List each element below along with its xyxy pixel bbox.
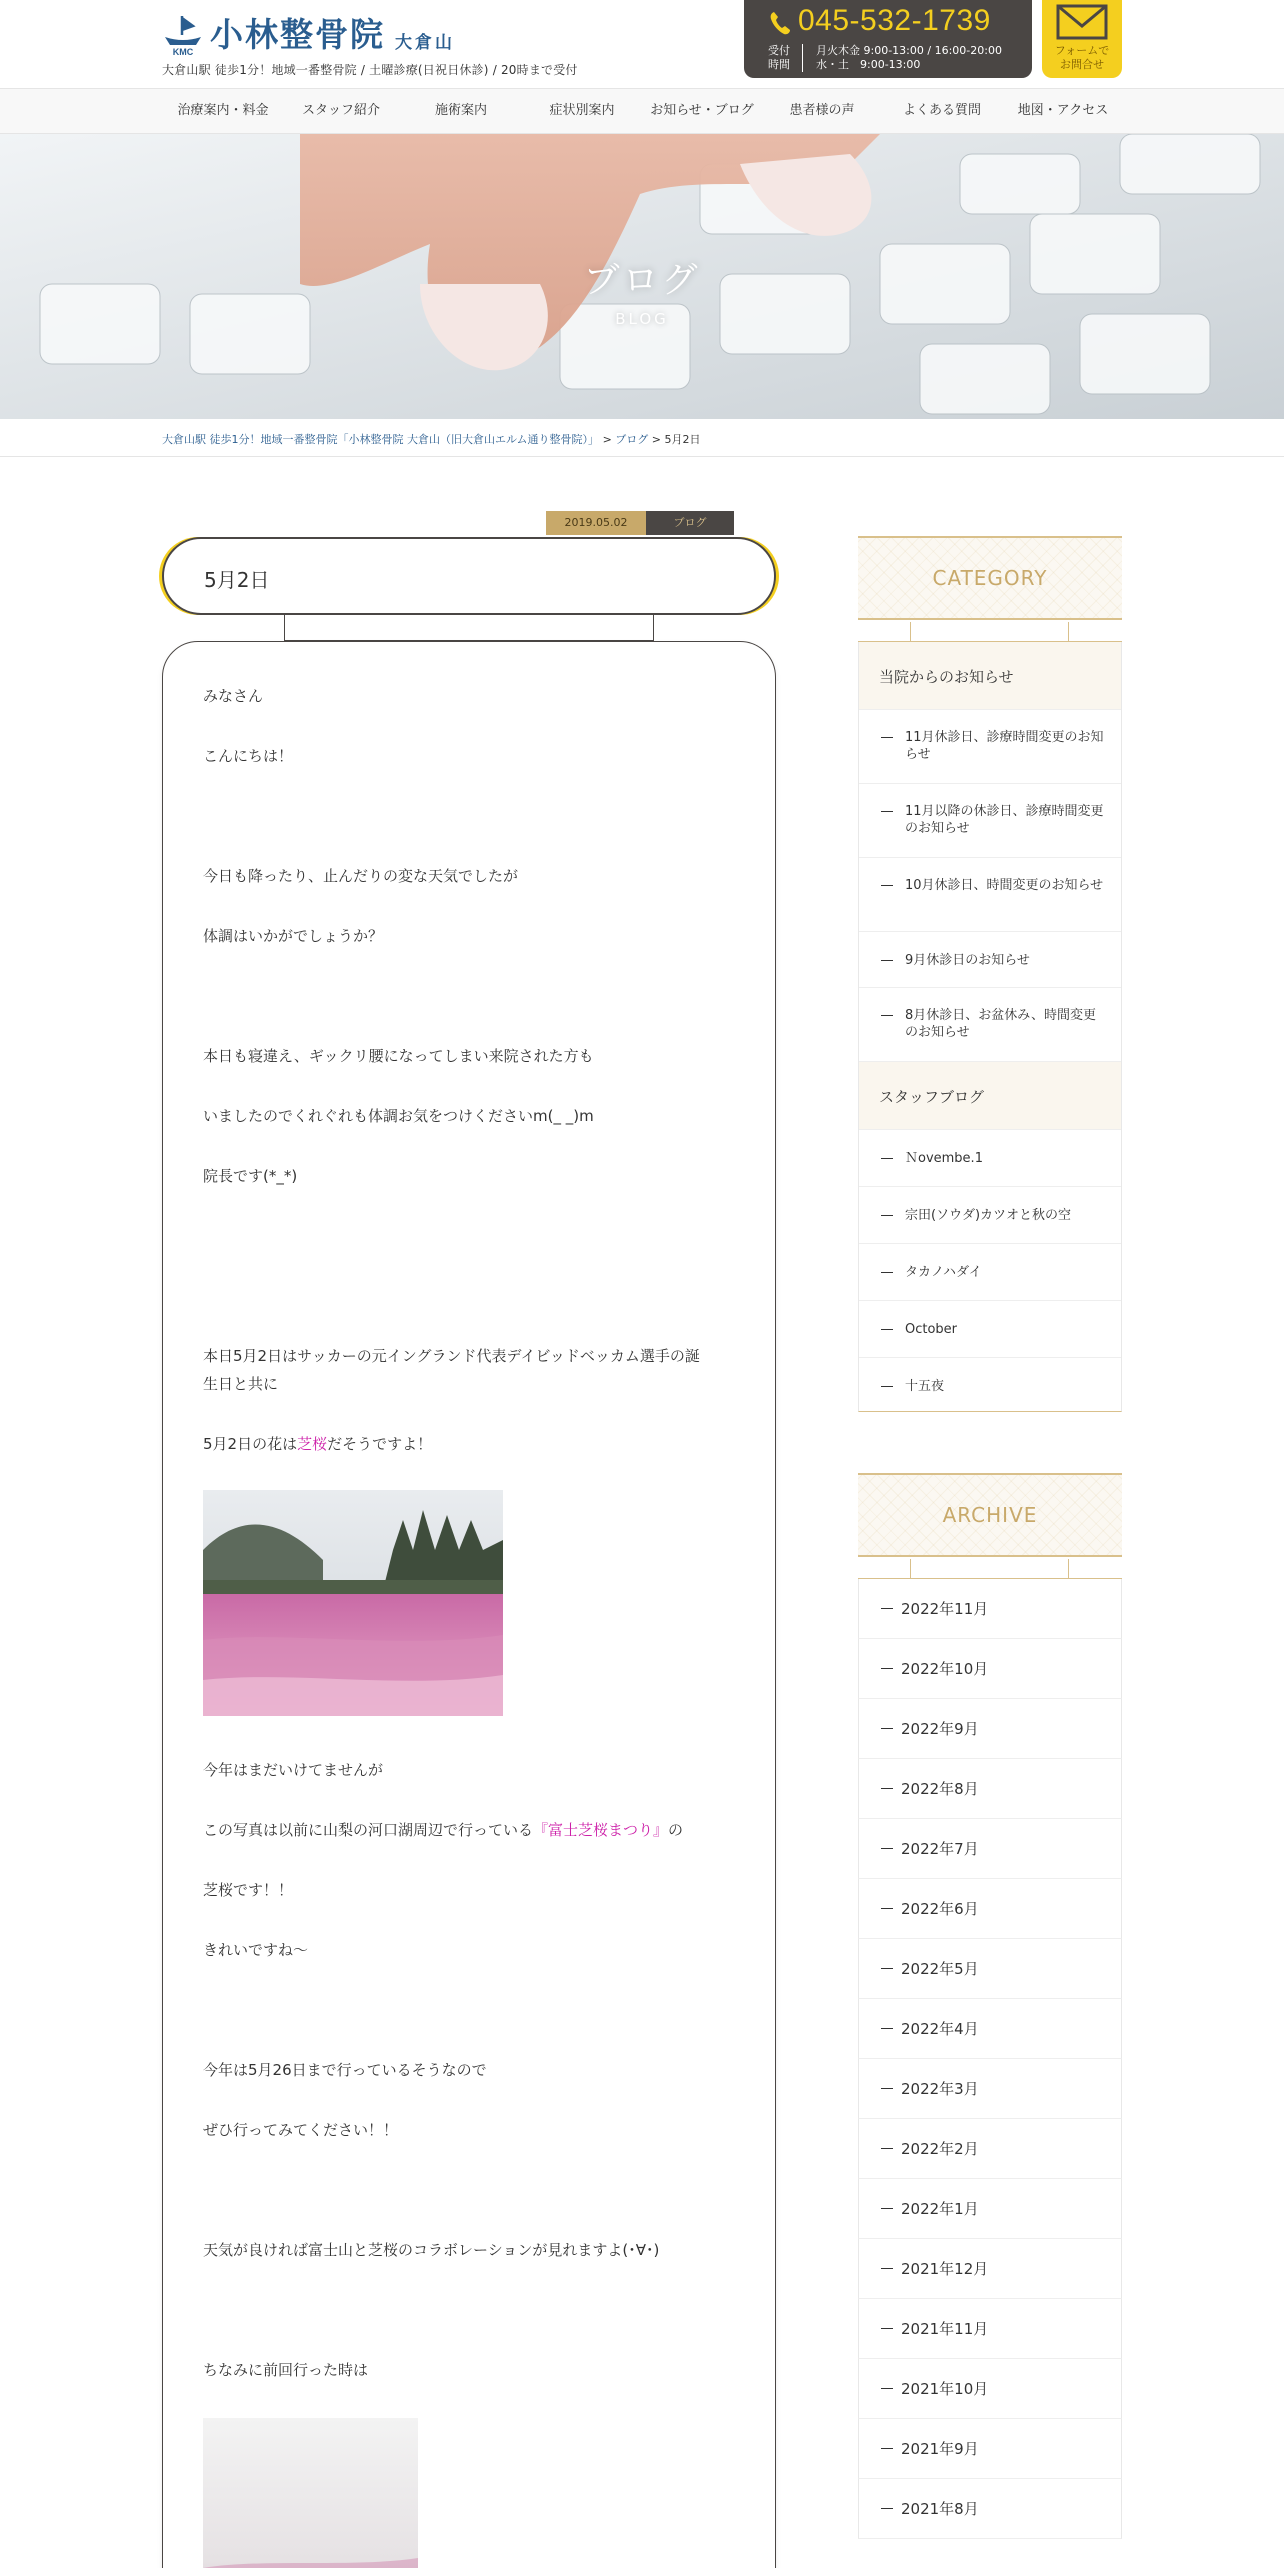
category-group-clinic-news[interactable]: 当院からのお知らせ: [859, 642, 1121, 710]
post-text: 芝桜です！！: [203, 1881, 294, 1899]
post-text: 今年は5月26日まで行っているそうなので: [203, 2061, 487, 2079]
hours-text: [816, 44, 1002, 72]
shibazakura-link[interactable]: 芝桜: [297, 1435, 328, 1453]
dash-icon: [881, 2088, 893, 2089]
category-post-title: 9月休診日のお知らせ: [905, 953, 1030, 968]
site-logo[interactable]: [162, 12, 455, 58]
phone-icon: [768, 10, 792, 36]
nav-item-news-blog[interactable]: お知らせ・ブログ: [650, 103, 754, 118]
archive-item[interactable]: [858, 2239, 1122, 2299]
breadcrumb-trail: [162, 431, 701, 447]
category-post-title: 11月休診日、診療時間変更のお知らせ: [905, 730, 1104, 762]
hours-weekend: 水・土 9:00-13:00: [816, 58, 921, 71]
hero-title: ブログ: [583, 260, 701, 301]
shibazakura-photo: [203, 1490, 503, 1716]
hero-banner: [0, 134, 1284, 419]
mail-icon: [1056, 4, 1108, 40]
global-nav: [0, 88, 1284, 134]
post-category-badge[interactable]: ブログ: [646, 511, 734, 535]
post-text: ぜひ行ってみてください！！: [203, 2121, 399, 2139]
archive-month-label: 2022年4月: [901, 2020, 979, 2038]
category-post-item[interactable]: [859, 1187, 1121, 1244]
category-post-title: 11月以降の休診日、診療時間変更のお知らせ: [905, 804, 1104, 836]
category-post-item[interactable]: [859, 710, 1121, 784]
dash-icon: [881, 2028, 893, 2029]
nav-item-symptoms[interactable]: 症状別案内: [549, 103, 615, 118]
header-tagline: 大倉山駅 徒歩1分！地域一番整骨院 / 土曜診療(日祝日休診) / 20時まで受付: [162, 63, 578, 77]
post-text-segment: この写真は以前に山梨の河口湖周辺で行っている: [203, 1821, 534, 1839]
post-text: ちなみに前回行った時は: [203, 2361, 369, 2379]
nav-item-faq[interactable]: よくある質問: [902, 103, 981, 118]
archive-heading-tabs: [858, 1559, 1122, 1579]
foggy-shibazakura-photo: [203, 2418, 418, 2568]
dash-icon: [881, 2448, 893, 2449]
dash-icon: [881, 1848, 893, 1849]
dash-icon: [881, 1728, 893, 1729]
archive-item[interactable]: [858, 1759, 1122, 1819]
category-title: CATEGORY: [932, 566, 1048, 590]
dash-icon: [881, 2268, 893, 2269]
category-post-item[interactable]: [859, 1358, 1121, 1414]
archive-month-label: 2021年9月: [901, 2440, 979, 2458]
phone-number[interactable]: 045-532-1739: [798, 4, 991, 37]
post-text: 今日も降ったり、止んだりの変な天気でしたが: [203, 867, 519, 885]
archive-month-label: 2022年3月: [901, 2080, 979, 2098]
post-text-segment: の: [668, 1821, 684, 1839]
breadcrumb-blog-link[interactable]: ブログ: [615, 433, 649, 446]
post-body: [162, 641, 776, 2568]
post-text: 本日も寝違え、ギックリ腰になってしまい来院された方も: [203, 1047, 594, 1065]
post-text-segment: だそうですよ！: [327, 1435, 433, 1453]
archive-item[interactable]: [858, 2419, 1122, 2479]
ship-logo-icon: [162, 13, 204, 57]
post-text: [203, 1816, 683, 1844]
category-post-title: October: [905, 1322, 958, 1337]
category-post-title: Ｎovembe.1: [905, 1151, 983, 1166]
nav-item-staff[interactable]: スタッフ紹介: [301, 103, 380, 118]
post-title-box: [162, 537, 776, 615]
archive-item[interactable]: [858, 1639, 1122, 1699]
category-post-item[interactable]: [859, 1130, 1121, 1187]
contact-form-label: [1042, 44, 1122, 72]
category-group-staff-blog[interactable]: スタッフブログ: [859, 1062, 1121, 1130]
nav-item-services[interactable]: 施術案内: [434, 103, 487, 118]
archive-month-label: 2022年1月: [901, 2200, 979, 2218]
hours-divider: [802, 44, 803, 72]
category-post-title: 宗田(ソウダ)カツオと秋の空: [905, 1208, 1072, 1223]
breadcrumb-separator: >: [602, 433, 612, 446]
dash-icon: [881, 2208, 893, 2209]
dash-icon: [881, 2148, 893, 2149]
category-heading-tabs: [858, 622, 1122, 642]
post-text: 院長です(*_*): [203, 1167, 298, 1185]
nav-item-treatment-fees[interactable]: 治療案内・料金: [177, 103, 269, 118]
category-post-title: 十五夜: [905, 1379, 945, 1394]
category-post-title: 10月休診日、時間変更のお知らせ: [905, 878, 1104, 893]
archive-month-label: 2022年9月: [901, 1720, 979, 1738]
breadcrumb: [0, 419, 1284, 457]
archive-item[interactable]: [858, 1579, 1122, 1639]
post-text: 体調はいかがでしょうか？: [203, 927, 384, 945]
logo-location: 大倉山: [395, 32, 455, 53]
post-text: いましたのでくれぐれも体調お気をつけくださいm(_ _)m: [203, 1107, 594, 1125]
category-post-item[interactable]: [859, 932, 1121, 988]
archive-month-label: 2022年11月: [901, 1600, 989, 1618]
post-text: みなさん: [203, 687, 264, 705]
category-post-title: 8月休診日、お盆休み、時間変更のお知らせ: [905, 1008, 1097, 1040]
title-connector: [284, 615, 654, 641]
breadcrumb-home-link[interactable]: 大倉山駅 徒歩1分！地域一番整骨院「小林整骨院 大倉山（旧大倉山エルム通り整骨院）」: [162, 433, 600, 446]
contact-form-label-line2: お問合せ: [1060, 58, 1104, 71]
category-post-item[interactable]: [859, 858, 1121, 932]
hours-label: 受付 時間: [768, 44, 790, 71]
archive-month-label: 2022年10月: [901, 1660, 989, 1678]
post-title: 5月2日: [204, 568, 270, 592]
post-text: きれいですね～: [203, 1941, 309, 1959]
hero-subtitle: BLOG: [615, 310, 669, 328]
archive-item[interactable]: [858, 2179, 1122, 2239]
post-text: 今年はまだいけてませんが: [203, 1761, 384, 1779]
logo-text: 小林整骨院: [210, 15, 385, 54]
archive-item[interactable]: [858, 1999, 1122, 2059]
category-post-item[interactable]: [859, 1244, 1121, 1301]
archive-month-label: 2021年8月: [901, 2500, 979, 2518]
archive-heading: [858, 1473, 1122, 1557]
archive-month-label: 2021年10月: [901, 2380, 989, 2398]
category-post-item[interactable]: [859, 988, 1121, 1062]
archive-item[interactable]: [858, 1879, 1122, 1939]
contact-form-label-line1: フォームで: [1054, 44, 1110, 57]
dash-icon: [881, 1908, 893, 1909]
archive-month-label: 2022年5月: [901, 1960, 979, 1978]
archive-item[interactable]: [858, 2479, 1122, 2539]
dash-icon: [881, 1608, 893, 1609]
dash-icon: [881, 2388, 893, 2389]
dash-icon: [881, 1668, 893, 1669]
hours-weekday: 月火木金 9:00-13:00 / 16:00-20:00: [816, 44, 1002, 57]
category-post-item[interactable]: [859, 784, 1121, 858]
category-post-item[interactable]: [859, 1301, 1121, 1358]
post-text: 本日5月2日はサッカーの元イングランド代表デイビッドベッカム選手の誕: [203, 1347, 700, 1365]
contact-form-button[interactable]: [1042, 0, 1122, 78]
archive-item[interactable]: [858, 2359, 1122, 2419]
breadcrumb-current: 5月2日: [664, 433, 701, 446]
archive-item[interactable]: [858, 2299, 1122, 2359]
archive-item[interactable]: [858, 2059, 1122, 2119]
post-text: [203, 1430, 432, 1458]
post-text: 生日と共に: [203, 1375, 279, 1393]
site-header: [0, 0, 1284, 88]
archive-month-label: 2022年6月: [901, 1900, 979, 1918]
archive-item[interactable]: [858, 1939, 1122, 1999]
archive-month-label: 2022年8月: [901, 1780, 979, 1798]
archive-month-label: 2021年12月: [901, 2260, 989, 2278]
nav-item-testimonials[interactable]: 患者様の声: [789, 103, 855, 118]
dash-icon: [881, 1968, 893, 1969]
post-text-segment: 5月2日の花は: [203, 1435, 298, 1453]
logo-mark-text: KMC: [172, 47, 194, 57]
fuji-shibazakura-festival-link[interactable]: 『富士芝桜まつり』: [533, 1821, 669, 1839]
archive-month-label: 2022年7月: [901, 1840, 979, 1858]
post-text: こんにちは！: [203, 747, 294, 765]
dash-icon: [881, 1788, 893, 1789]
category-list: [858, 642, 1122, 1412]
dash-icon: [881, 2508, 893, 2509]
post-text: 天気が良ければ富士山と芝桜のコラボレーションが見れますよ(･∀･): [203, 2241, 660, 2259]
post-date-badge: 2019.05.02: [546, 511, 646, 535]
category-post-title: タカノハダイ: [905, 1265, 982, 1280]
archive-title: ARCHIVE: [942, 1503, 1038, 1527]
phone-contact-box[interactable]: [744, 0, 1032, 78]
archive-item[interactable]: [858, 2119, 1122, 2179]
archive-item[interactable]: [858, 1699, 1122, 1759]
category-heading: [858, 536, 1122, 620]
dash-icon: [881, 2328, 893, 2329]
archive-item[interactable]: [858, 1819, 1122, 1879]
archive-month-label: 2021年11月: [901, 2320, 989, 2338]
nav-item-access[interactable]: 地図・アクセス: [1017, 103, 1109, 118]
breadcrumb-separator: >: [651, 433, 661, 446]
archive-month-label: 2022年2月: [901, 2140, 979, 2158]
